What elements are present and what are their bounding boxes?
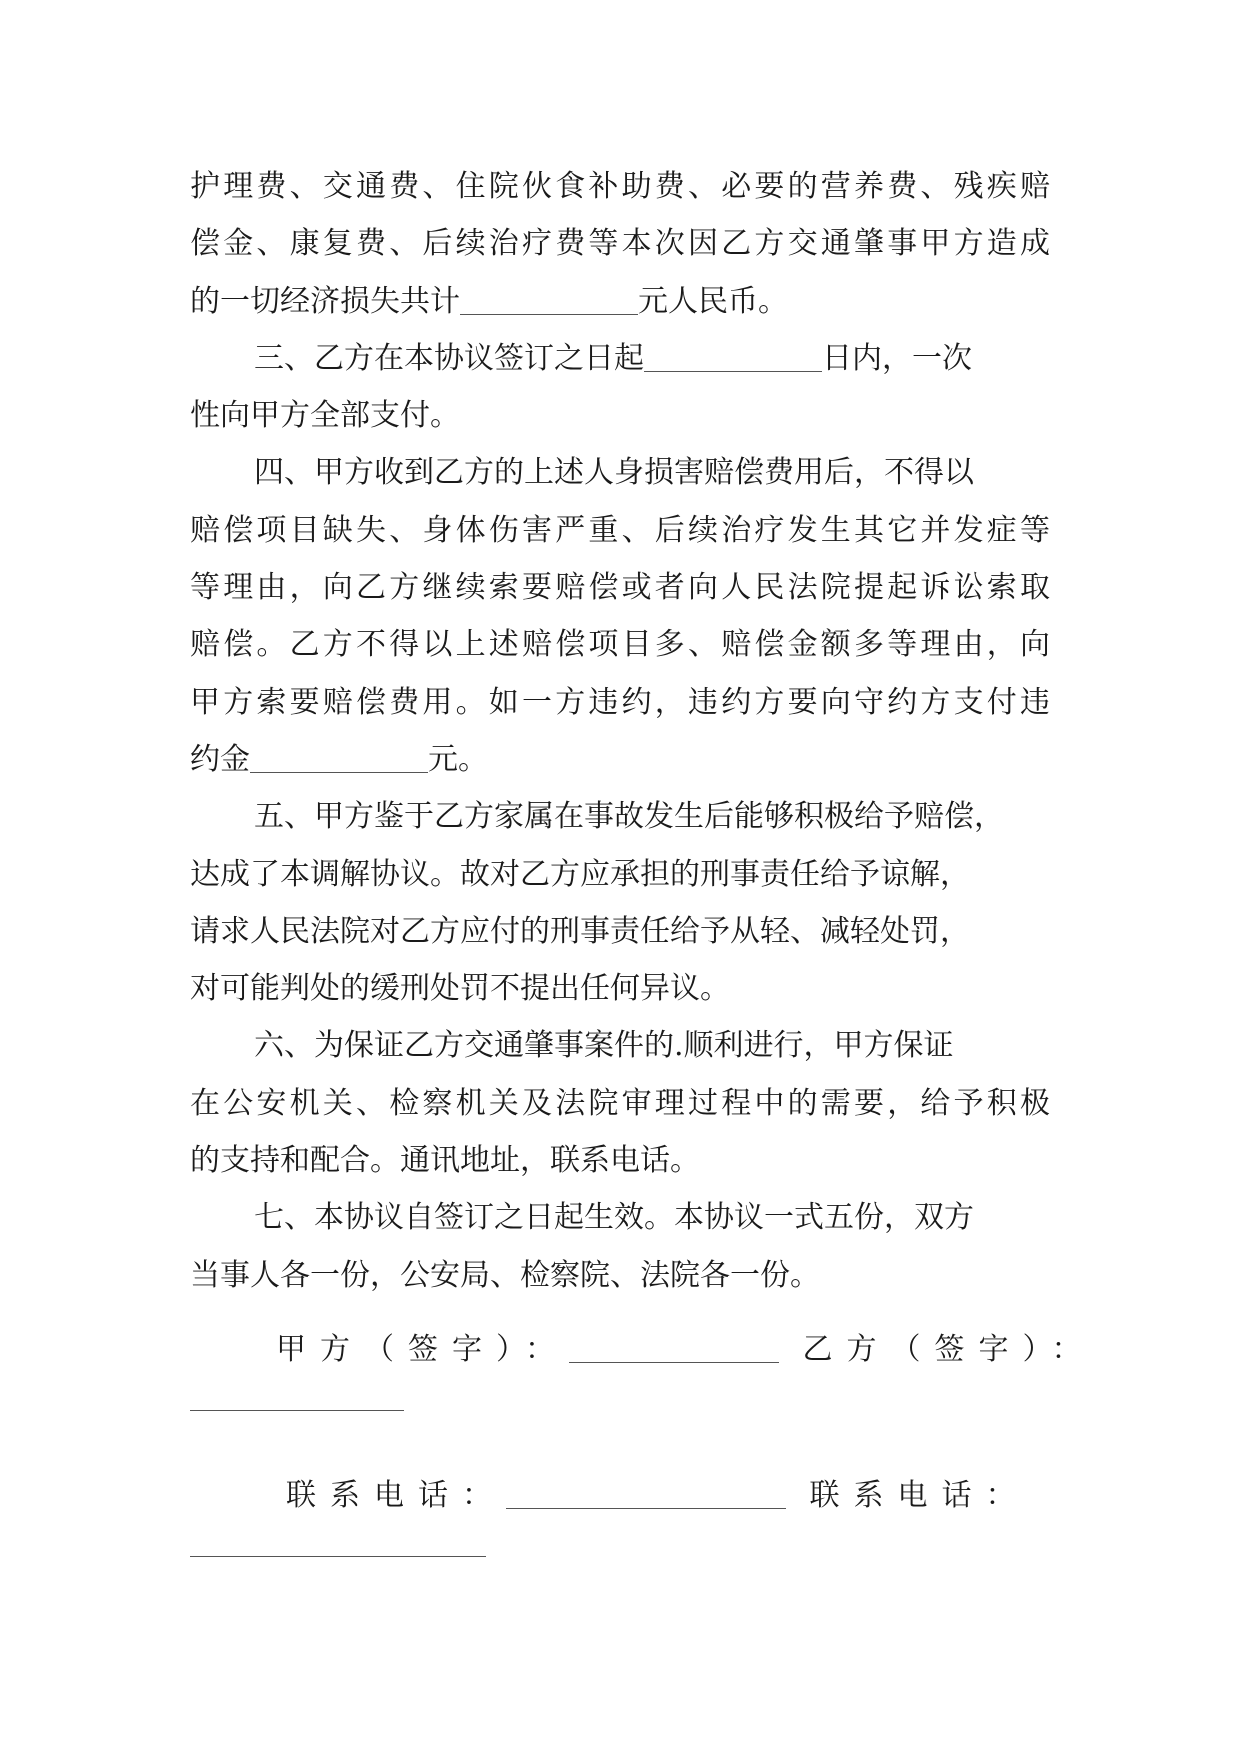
signature-area [190,1320,1096,1588]
phone-row [190,1466,1050,1526]
signature-row [190,1320,1096,1380]
paragraph-line: 对可能判处的缓刑处罚不提出任何异议。 [190,971,730,1007]
party-a-sign-label: 甲方（签字）： [276,1332,569,1367]
paragraph-line: 的一切经济损失共计 元人民币。 [190,283,788,319]
clause-seven: 七、本协议自签订之日起生效。本协议一式五份，双方 [254,1200,974,1236]
paragraph-line: 赔偿项目缺失、身体伤害严重、后续治疗发生其它并发症等 [190,512,1050,548]
paragraph-line: 偿金、康复费、后续治疗费等本次因乙方交通肇事甲方造成 [190,226,1050,262]
paragraph-line: 等理由，向乙方继续索要赔偿或者向人民法院提起诉讼索取 [190,570,1050,606]
party-b-phone-blank[interactable] [190,1526,486,1557]
party-a-phone-label: 联系电话： [286,1478,506,1513]
paragraph-line: 性向甲方全部支付。 [190,398,460,434]
party-b-sign-label: 乙方（签字）： [802,1332,1096,1367]
agreement-body [190,158,1050,1304]
clause-four: 四、甲方收到乙方的上述人身损害赔偿费用后，不得以 [254,455,974,491]
paragraph-line: 当事人各一份，公安局、检察院、法院各一份。 [190,1257,820,1293]
signature-continuation [190,1380,1050,1442]
paragraph-line: 达成了本调解协议。故对乙方应承担的刑事责任给予谅解， [190,856,970,892]
phone-continuation [190,1526,1050,1588]
party-a-sign-blank[interactable] [569,1332,779,1363]
amount-blank[interactable] [460,284,638,315]
clause-five: 五、甲方鉴于乙方家属在事故发生后能够积极给予赔偿， [254,799,1004,835]
paragraph-line: 赔偿。乙方不得以上述赔偿项目多、赔偿金额多等理由，向 [190,627,1050,663]
clause-six: 六、为保证乙方交通肇事案件的.顺利进行，甲方保证 [254,1028,954,1064]
party-b-sign-blank[interactable] [190,1380,404,1411]
paragraph-line: 请求人民法院对乙方应付的刑事责任给予从轻、减轻处罚， [190,913,970,949]
party-a-phone-blank[interactable] [506,1478,786,1509]
paragraph-line: 在公安机关、检察机关及法院审理过程中的需要，给予积极 [190,1085,1050,1121]
days-blank[interactable] [644,341,822,372]
penalty-blank[interactable] [250,742,428,773]
paragraph-line: 约金 元。 [190,741,488,777]
paragraph-line: 的支持和配合。通讯地址，联系电话。 [190,1143,700,1179]
party-b-phone-label: 联系电话： [809,1478,1030,1513]
paragraph-line: 护理费、交通费、住院伙食补助费、必要的营养费、残疾赔 [190,169,1050,204]
paragraph-line: 甲方索要赔偿费用。如一方违约，违约方要向守约方支付违 [190,684,1050,720]
clause-three: 三、乙方在本协议签订之日起 日内，一次 [254,340,972,376]
